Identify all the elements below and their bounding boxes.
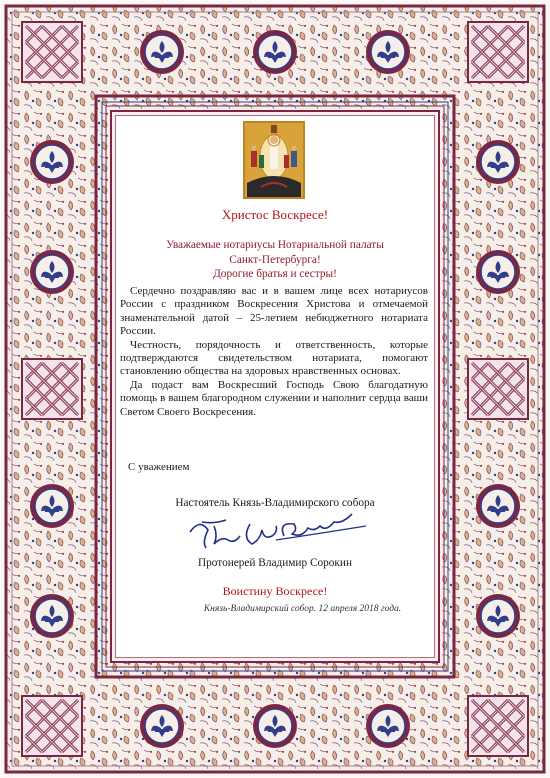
fleur-de-lis-medallion-icon: [30, 140, 74, 184]
body-paragraph: Да подаст вам Воскресший Господь Свою благодатную помощь в вашем благородном служении и наполнит сердца ваши Светом Своего Воскресения.: [120, 378, 428, 418]
body-paragraph: Честность, порядочность и ответственность, которые подтверждаются свидетельством нотариата, помогают становлению общества на здоровых нравственных основах.: [120, 338, 428, 378]
fleur-de-lis-medallion-icon: [253, 704, 297, 748]
fleur-de-lis-medallion-icon: [476, 594, 520, 638]
fleur-de-lis-medallion-icon: [476, 140, 520, 184]
celtic-knot-icon: [22, 359, 82, 419]
signer-name: Протоиерей Владимир Сорокин: [197, 557, 353, 569]
fleur-de-lis-medallion-icon: [30, 250, 74, 294]
fleur-de-lis-medallion-icon: [140, 30, 184, 74]
rector-title: Настоятель Князь-Владимирского собора: [175, 497, 375, 509]
address-line: Дорогие братья и сестры!: [213, 268, 337, 280]
greeting-heading: Христос Воскресе!: [221, 207, 329, 222]
fleur-de-lis-medallion-icon: [30, 594, 74, 638]
place-date: Князь-Владимирский собор. 12 апреля 2018 года.: [203, 604, 402, 614]
celtic-knot-icon: [468, 696, 528, 756]
fleur-de-lis-medallion-icon: [366, 30, 410, 74]
closing-text: С уважением: [128, 461, 190, 473]
letter-body: [120, 285, 428, 419]
address-block: [110, 238, 440, 282]
fleur-de-lis-medallion-icon: [30, 484, 74, 528]
celtic-knot-icon: [468, 22, 528, 82]
celtic-knot-icon: [22, 22, 82, 82]
fleur-de-lis-medallion-icon: [366, 704, 410, 748]
handwritten-signature: [180, 512, 380, 554]
address-line: Санкт-Петербурга!: [229, 253, 321, 266]
fleur-de-lis-medallion-icon: [476, 484, 520, 528]
resurrection-icon: [243, 121, 305, 199]
address-line: Уважаемые нотариусы Нотариальной палаты: [166, 239, 384, 251]
body-paragraph: Сердечно поздравляю вас и в вашем лице всех нотариусов России с праздником Воскресения Христова и отмечаемой знаменательной датой – 25-летием небюджетного нотариата России.: [120, 285, 428, 338]
fleur-de-lis-medallion-icon: [476, 250, 520, 294]
fleur-de-lis-medallion-icon: [140, 704, 184, 748]
fleur-de-lis-medallion-icon: [253, 30, 297, 74]
celtic-knot-icon: [22, 696, 82, 756]
reply-greeting: Воистину Воскресе!: [222, 584, 328, 598]
celtic-knot-icon: [468, 359, 528, 419]
